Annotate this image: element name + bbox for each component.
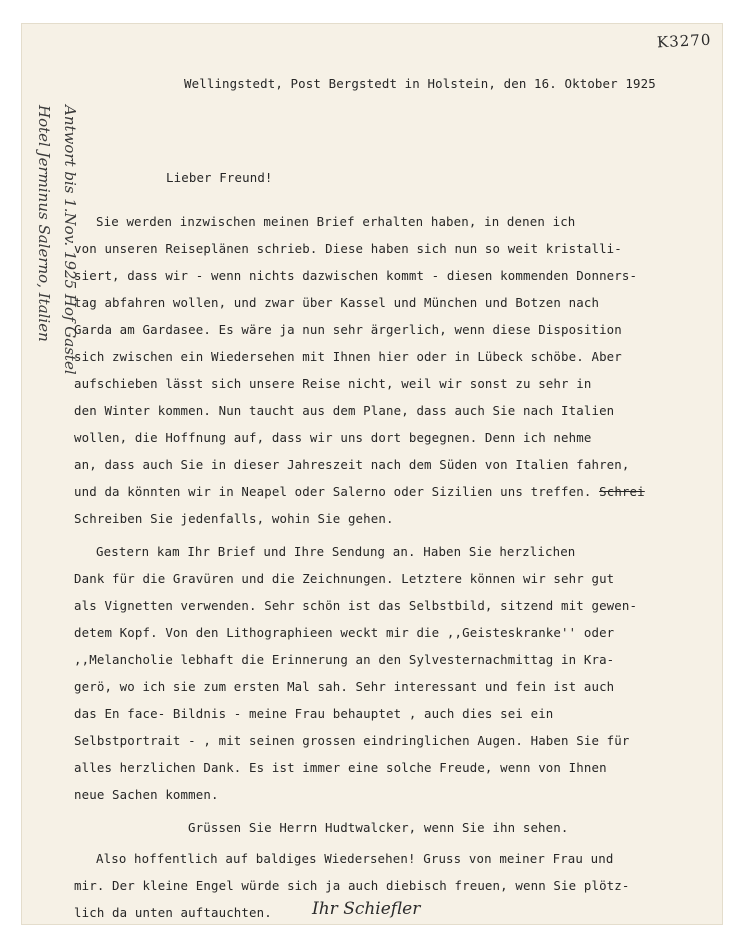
text-line: sich zwischen ein Wiedersehen mit Ihnen hier oder in Lübeck schöbe. Aber <box>74 349 622 364</box>
text-line: ,,Melancholie lebhaft die Erinnerung an den Sylvesternachmittag in Kra- <box>74 652 615 667</box>
dateline: Wellingstedt, Post Bergstedt in Holstein, den 16. Oktober 1925 <box>184 76 656 91</box>
text-line: mir. Der kleine Engel würde sich ja auch diebisch freuen, wenn Sie plötz- <box>74 878 630 893</box>
text-line: Grüssen Sie Herrn Hudtwalcker, wenn Sie ihn sehen. <box>188 820 569 835</box>
text-line: den Winter kommen. Nun taucht aus dem Plane, dass auch Sie nach Italien <box>74 403 615 418</box>
salutation: Lieber Freund! <box>166 170 273 185</box>
text-line: gerö, wo ich sie zum ersten Mal sah. Sehr interessant und fein ist auch <box>74 679 615 694</box>
text-line: alles herzlichen Dank. Es ist immer eine solche Freude, wenn von Ihnen <box>74 760 607 775</box>
text-line: Selbstportrait - , mit seinen grossen eindringlichen Augen. Haben Sie für <box>74 733 630 748</box>
text-line: als Vignetten verwenden. Sehr schön ist das Selbstbild, sitzend mit gewen- <box>74 598 638 613</box>
text-line <box>74 484 645 499</box>
text-line: Gestern kam Ihr Brief und Ihre Sendung an. Haben Sie herzlichen <box>96 544 576 559</box>
margin-note-line: Antwort bis 1.Nov. 1925 Hof Gastel <box>61 105 79 375</box>
struck-word: Schrei <box>599 484 645 499</box>
text-line: Schreiben Sie jedenfalls, wohin Sie gehen. <box>74 511 394 526</box>
text-line: aufschieben lässt sich unsere Reise nicht, weil wir sonst zu sehr in <box>74 376 592 391</box>
letter-sheet <box>22 24 722 924</box>
text-line: Sie werden inzwischen meinen Brief erhalten haben, in denen ich <box>96 214 576 229</box>
text-line: tag abfahren wollen, und zwar über Kassel und München und Botzen nach <box>74 295 600 310</box>
text-line: an, dass auch Sie in dieser Jahreszeit nach dem Süden von Italien fahren, <box>74 457 630 472</box>
text-line: Also hoffentlich auf baldiges Wiedersehen! Gruss von meiner Frau und <box>96 851 614 866</box>
handwritten-signature: Ihr Schiefler <box>312 899 421 919</box>
text-line: neue Sachen kommen. <box>74 787 219 802</box>
text-line: detem Kopf. Von den Lithographieen weckt mir die ,,Geisteskranke'' oder <box>74 625 615 640</box>
text-line: lich da unten auftauchten. <box>74 905 272 920</box>
margin-note-line: Hotel Jerminus Salerno, Italien <box>35 105 53 342</box>
text-line: siert, dass wir - wenn nichts dazwischen kommt - diesen kommenden Donners- <box>74 268 638 283</box>
text-line: Dank für die Gravüren und die Zeichnungen. Letztere können wir sehr gut <box>74 571 615 586</box>
text-line-part: und da könnten wir in Neapel oder Salerno oder Sizilien uns treffen. <box>74 484 592 499</box>
text-line: wollen, die Hoffnung auf, dass wir uns dort begegnen. Denn ich nehme <box>74 430 592 445</box>
archive-number: K3270 <box>656 30 712 52</box>
text-line: von unseren Reiseplänen schrieb. Diese haben sich nun so weit kristalli- <box>74 241 622 256</box>
text-line: das En face- Bildnis - meine Frau behauptet , auch dies sei ein <box>74 706 554 721</box>
text-line: Garda am Gardasee. Es wäre ja nun sehr ärgerlich, wenn diese Disposition <box>74 322 622 337</box>
